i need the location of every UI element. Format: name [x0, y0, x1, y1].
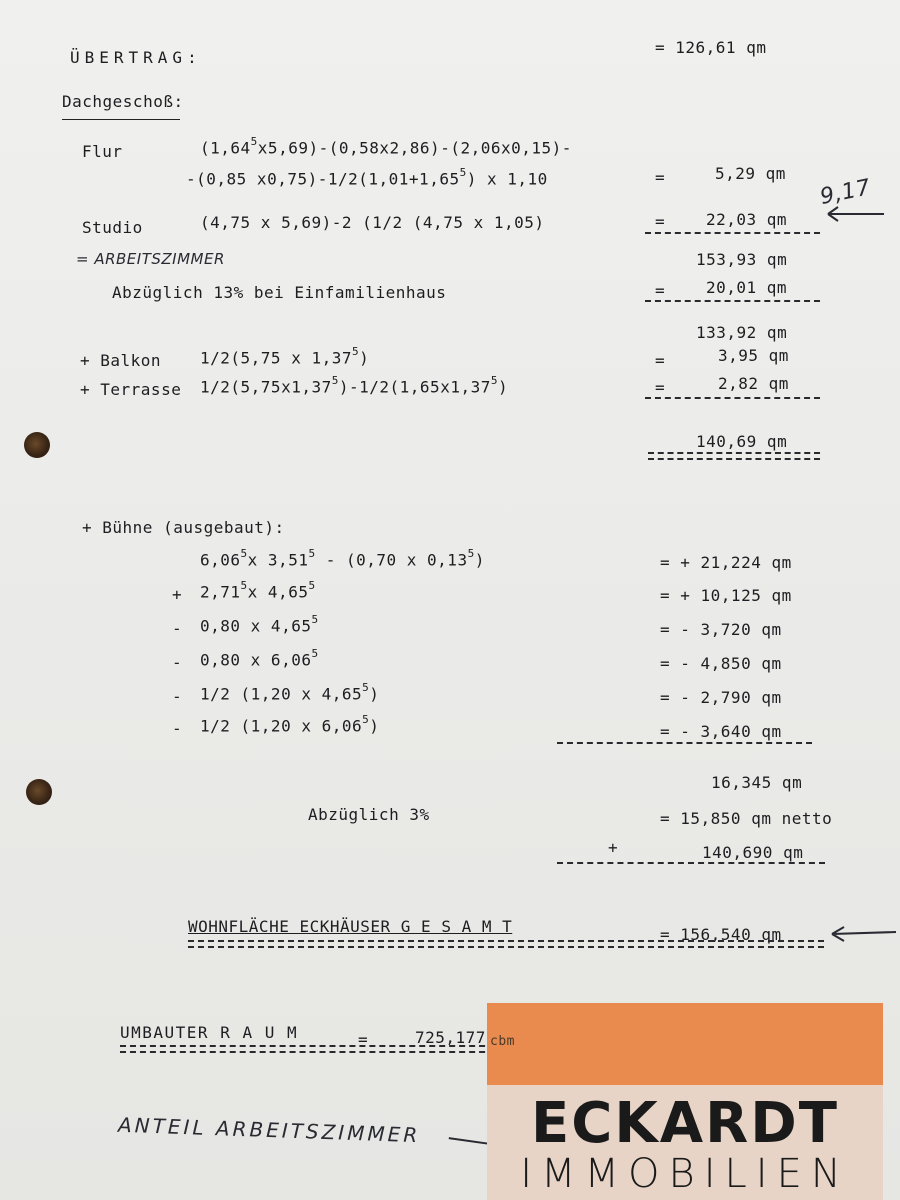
balkon-formula: 1/2(5,75 x 1,37$^5$) [200, 345, 370, 368]
handwritten-footer: ANTEIL ARBEITSZIMMER [117, 1112, 421, 1148]
buehne-carry-underline [557, 862, 825, 864]
studio-eq: = [655, 212, 666, 231]
umbauter-raum-double-underline [120, 1045, 525, 1053]
buehne-subtotal: 16,345 qm [711, 773, 803, 792]
studio-formula: (4,75 x 5,69)-2 (1/2 (4,75 x 1,05) [200, 213, 545, 232]
buehne-line-6-sign: - [172, 719, 183, 738]
buehne-title: + Bühne (ausgebaut): [82, 518, 285, 537]
terrasse-formula: 1/2(5,75x1,37$^5$)-1/2(1,65x1,37$^5$) [200, 374, 509, 397]
subtotal-1: 153,93 qm [696, 250, 788, 269]
buehne-line-3-formula: 0,80 x 4,65$^5$ [200, 613, 319, 636]
flur-eq: = [655, 168, 666, 187]
punch-hole-bottom [26, 779, 52, 805]
abzug-13-underline [645, 300, 820, 302]
total-1-double-underline [648, 452, 820, 460]
buehne-carry: 140,690 qm [702, 843, 804, 862]
studio-handwritten-note: 9,17 [817, 174, 874, 211]
buehne-line-2-sign: + [172, 585, 183, 604]
buehne-line-2-value: = + 10,125 qm [660, 586, 792, 605]
terrasse-value: 2,82 qm [718, 374, 789, 393]
buehne-line-1-formula: 6,06$^5$x 3,51$^5$ - (0,70 x 0,13$^5$) [200, 547, 485, 570]
flur-label: Flur [82, 142, 123, 161]
eckardt-immobilien-logo [487, 1003, 883, 1200]
abzug-13-label: Abzüglich 13% bei Einfamilienhaus [112, 283, 447, 302]
uebertrag-label: ÜBERTRAG: [70, 48, 202, 67]
flur-formula-line2: -(0,85 $x0,75)-1/2(1,01+1,65^5)$ x 1,10 [186, 166, 548, 189]
uebertrag-value: = 126,61 qm [655, 38, 767, 57]
handwritten-arrow-studio [826, 200, 886, 230]
balkon-value: 3,95 qm [718, 346, 789, 365]
umbauter-raum-value: 725,177 [415, 1028, 486, 1047]
buehne-line-5-sign: - [172, 687, 183, 706]
total-1: 140,69 qm [696, 432, 788, 451]
buehne-line-4-formula: 0,80 x 6,06$^5$ [200, 647, 319, 670]
wohnflaeche-double-underline [188, 940, 824, 948]
handwritten-arrow-total [828, 922, 898, 946]
wohnflaeche-value: = 156,540 qm [660, 925, 782, 944]
logo-title: ECKARDT [531, 1091, 839, 1156]
buehne-line-2-formula: 2,71$^5$x 4,65$^5$ [200, 579, 316, 602]
wohnflaeche-label: WOHNFLÄCHE ECKHÄUSER G E S A M T [188, 917, 513, 936]
flur-value: 5,29 qm [715, 164, 786, 183]
handwritten-footer-scribble [449, 1117, 492, 1144]
buehne-abzug-label: Abzüglich 3% [308, 805, 430, 824]
balkon-eq: = [655, 351, 666, 370]
buehne-line-3-value: = - 3,720 qm [660, 620, 782, 639]
flur-formula-line1: (1,64$^5$x5,69)-(0,58x2,86)-(2,06x0,15)- [200, 135, 572, 158]
section-title: Dachgeschoß: [62, 92, 184, 111]
arbeitszimmer-note: = ARBEITSZIMMER [76, 250, 225, 268]
section-title-underline [62, 119, 180, 120]
buehne-line-5-value: = - 2,790 qm [660, 688, 782, 707]
studio-underline [645, 232, 820, 234]
abzug-13-eq: = [655, 281, 666, 300]
buehne-plus-sign: + [608, 838, 619, 857]
balkon-label: + Balkon [80, 351, 162, 370]
buehne-line-6-formula: 1/2 (1,20 x 6,06$^5$) [200, 713, 380, 736]
umbauter-raum-label: UMBAUTER R A U M [120, 1023, 299, 1042]
buehne-line-1-value: = + 21,224 qm [660, 553, 792, 572]
abzug-13-value: 20,01 qm [706, 278, 788, 297]
terrasse-eq: = [655, 378, 666, 397]
buehne-lines-underline [557, 742, 812, 744]
umbauter-raum-unit: cbm [490, 1034, 515, 1049]
buehne-line-3-sign: - [172, 619, 183, 638]
terrasse-underline [645, 397, 820, 399]
punch-hole-top [24, 432, 50, 458]
studio-value: 22,03 qm [706, 210, 788, 229]
buehne-line-4-sign: - [172, 653, 183, 672]
studio-label: Studio [82, 218, 143, 237]
umbauter-raum-eq: = [358, 1030, 369, 1049]
subtotal-2: 133,92 qm [696, 323, 788, 342]
buehne-netto: = 15,850 qm netto [660, 809, 833, 828]
buehne-line-4-value: = - 4,850 qm [660, 654, 782, 673]
buehne-line-6-value: = - 3,640 qm [660, 722, 782, 741]
logo-subtitle: IMMOBILIEN [520, 1151, 850, 1197]
terrasse-label: + Terrasse [80, 380, 182, 399]
buehne-line-5-formula: 1/2 (1,20 x 4,65$^5$) [200, 681, 380, 704]
